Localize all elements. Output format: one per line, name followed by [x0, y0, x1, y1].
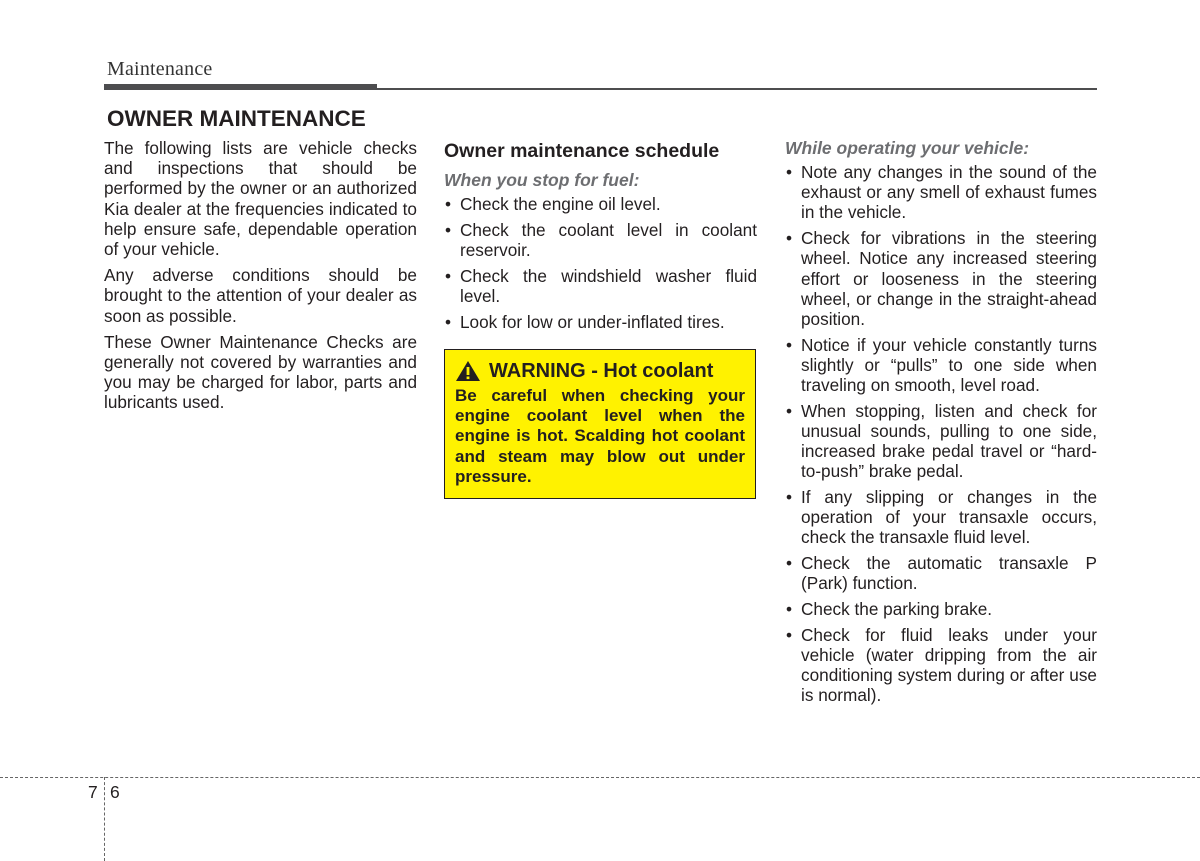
warning-title: WARNING - Hot coolant — [489, 359, 714, 382]
list-item: • Notice if your vehicle constantly turns slightly or “pulls” to one side when traveling on smooth, level road. — [785, 335, 1097, 396]
list-item: • Check the coolant level in coolant reservoir. — [444, 220, 757, 260]
intro-paragraph-1: The following lists are vehicle checks and inspections that should be performed by the owner or an authorized Kia dealer at the frequencies indicated to help ensure safe, dependable operation of your vehicle. — [104, 138, 417, 260]
footer-vertical-rule — [104, 777, 105, 861]
column-schedule — [444, 138, 757, 499]
list-item: • Check for vibrations in the steering wheel. Notice any increased steering effort or looseness in the steering wheel, or change in the straight-ahead position. — [785, 228, 1097, 329]
page-title: OWNER MAINTENANCE — [107, 106, 366, 131]
list-item: • Note any changes in the sound of the exhaust or any smell of exhaust fumes in the vehicle. — [785, 162, 1097, 223]
warning-triangle-icon — [455, 360, 481, 382]
footer-dashed-rule — [0, 777, 1200, 778]
list-item: • Check for fluid leaks under your vehicle (water dripping from the air conditioning system during or after use is normal). — [785, 625, 1097, 706]
operating-subheading: While operating your vehicle: — [785, 138, 1030, 158]
column-intro — [104, 138, 417, 419]
fuel-stop-subheading: When you stop for fuel: — [444, 170, 640, 190]
list-item: • Check the windshield washer fluid level. — [444, 266, 757, 306]
section-label: Maintenance — [107, 58, 213, 80]
list-item: • When stopping, listen and check for unusual sounds, pulling to one side, increased brake pedal travel or “hard-to-push” brake pedal. — [785, 401, 1097, 482]
page-number: 6 — [110, 782, 120, 802]
fuel-stop-list — [444, 194, 757, 332]
list-item: • Check the engine oil level. — [444, 194, 757, 214]
list-item: • Look for low or under-inflated tires. — [444, 312, 757, 332]
warning-body: Be careful when checking your engine coolant level when the engine is hot. Scalding hot coolant and steam may blow out under pressure. — [455, 385, 745, 486]
intro-paragraph-2: Any adverse conditions should be brought to the attention of your dealer as soon as possible. — [104, 265, 417, 326]
intro-paragraph-3: These Owner Maintenance Checks are generally not covered by warranties and you may be charged for labor, parts and lubricants used. — [104, 331, 417, 413]
column-operating — [785, 138, 1097, 711]
operating-list — [785, 162, 1097, 706]
warning-box — [444, 349, 756, 499]
chapter-number: 7 — [88, 782, 98, 802]
list-item: • If any slipping or changes in the operation of your transaxle occurs, check the transaxle fluid level. — [785, 487, 1097, 548]
header-rule-thin — [377, 88, 1097, 90]
schedule-heading: Owner maintenance schedule — [444, 140, 720, 162]
list-item: • Check the automatic transaxle P (Park) function. — [785, 553, 1097, 593]
warning-header — [455, 360, 745, 382]
list-item: • Check the parking brake. — [785, 599, 1097, 619]
header-rule-thick — [104, 84, 377, 90]
